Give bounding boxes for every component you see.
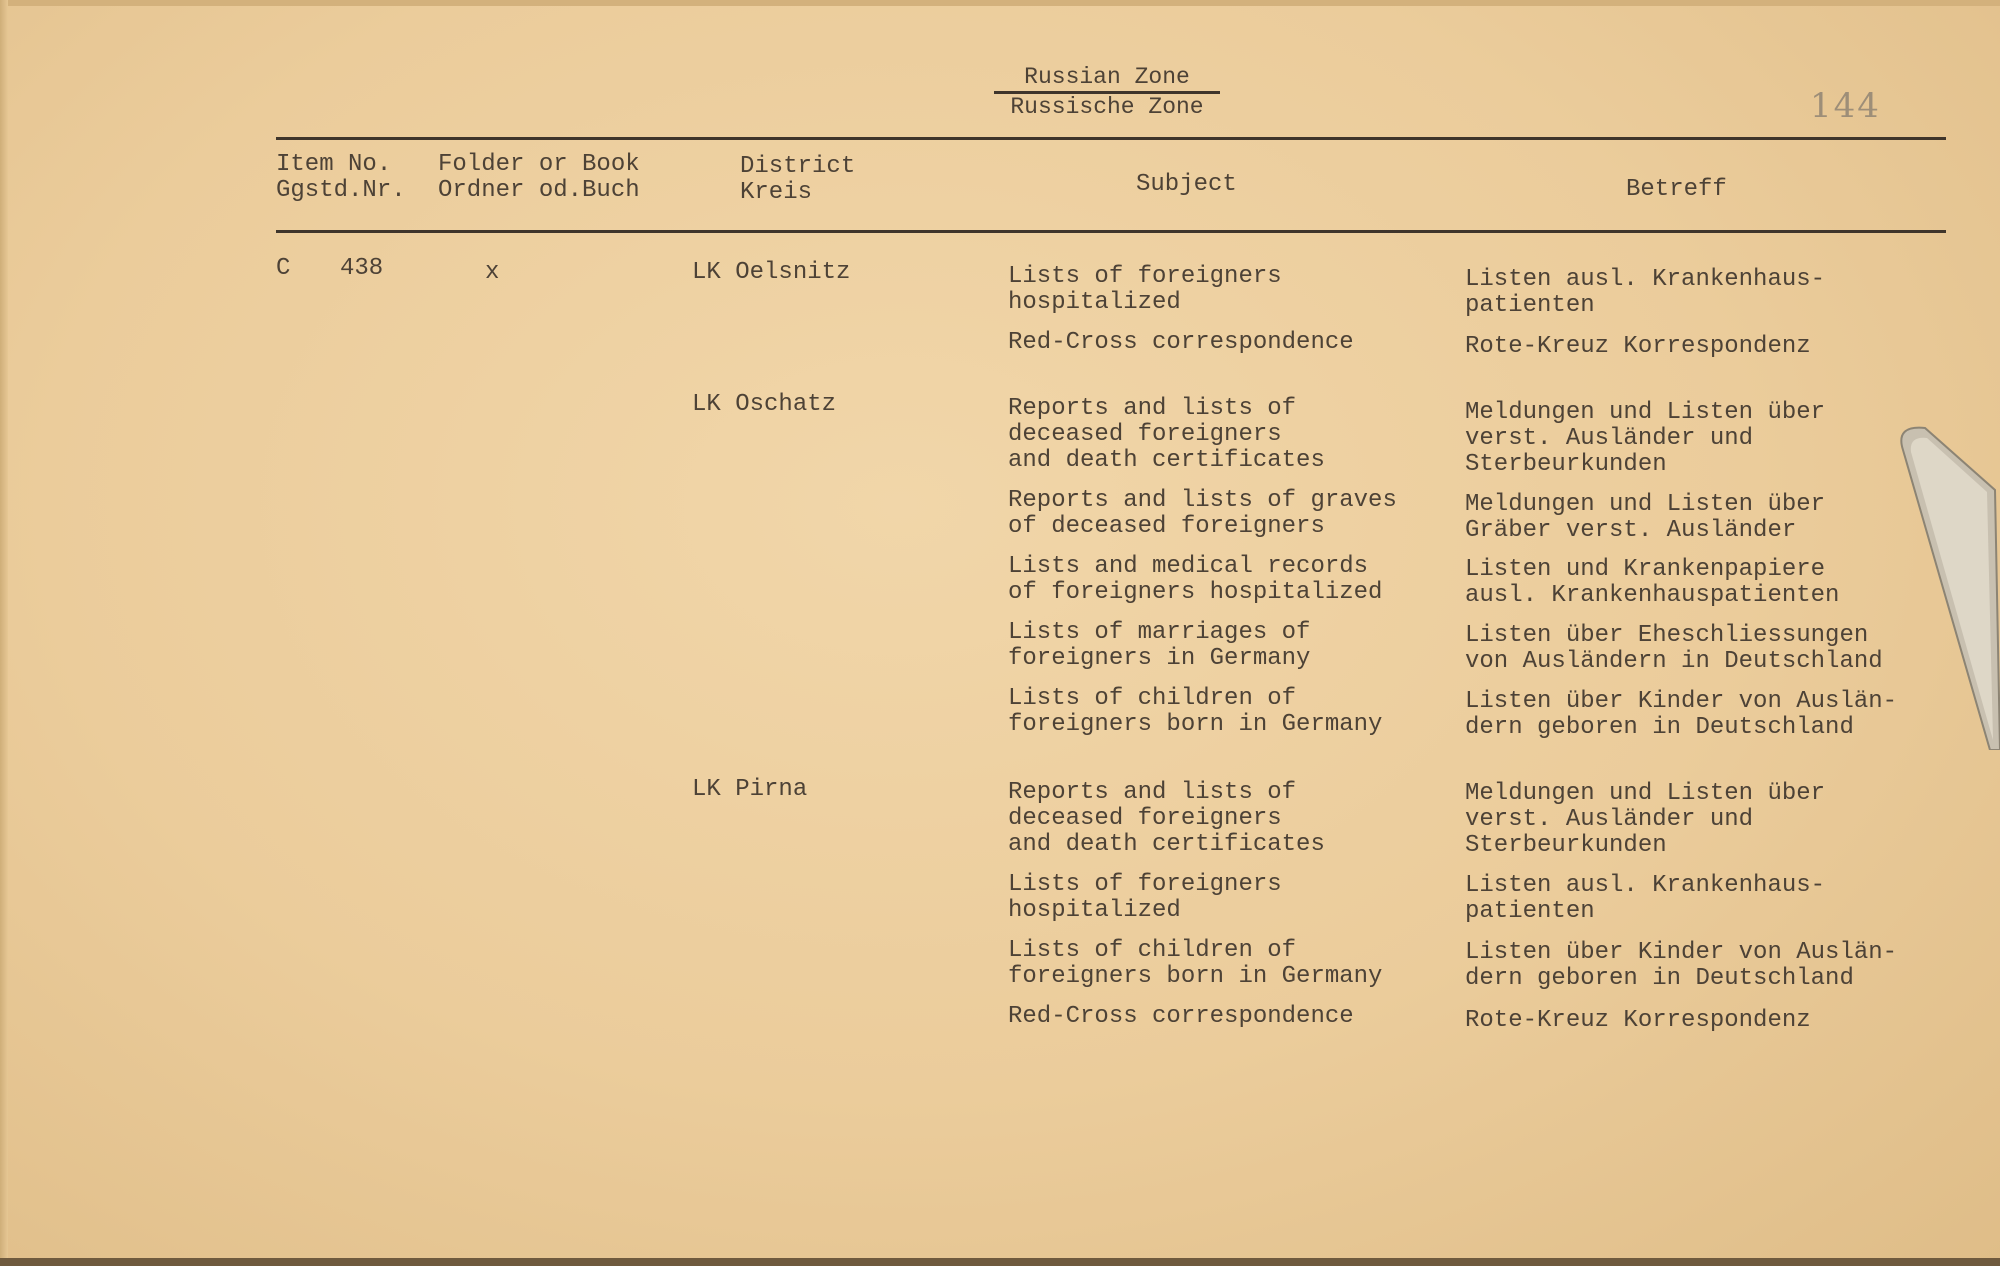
betreff-entry: Meldungen und Listen über verst. Ausländer und Sterbeurkunden (1465, 399, 1826, 478)
subject-entry: Reports and lists of deceased foreigners and death certificates (1008, 779, 1325, 858)
district-pirna: LK Pirna (692, 776, 808, 803)
subject-entry: Reports and lists of graves of deceased foreigners (1008, 487, 1397, 540)
betreff-entry: Meldungen und Listen über verst. Ausländer und Sterbeurkunden (1465, 780, 1826, 859)
betreff-entry: Meldungen und Listen über Gräber verst. Ausländer (1465, 491, 1826, 544)
subject-entry: Reports and lists of deceased foreigners and death certificates (1008, 395, 1325, 474)
item-prefix: C (276, 255, 291, 282)
betreff-entry: Listen über Eheschliessungen von Ausländern in Deutschland (1465, 622, 1883, 675)
page-edge-top (0, 0, 2000, 6)
header-rule-bottom (276, 230, 1946, 233)
subject-entry: Red-Cross correspondence (1008, 329, 1354, 356)
subject-entry: Lists of foreigners hospitalized (1008, 871, 1282, 924)
folder-mark: x (485, 259, 500, 286)
header-rule-top (276, 137, 1946, 140)
item-number: 438 (340, 255, 384, 282)
district-oelsnitz: LK Oelsnitz (692, 259, 851, 286)
subject-entry: Lists of foreigners hospitalized (1008, 263, 1282, 316)
zone-title-german: Russische Zone (1010, 94, 1204, 120)
betreff-entry: Rote-Kreuz Korrespondenz (1465, 1007, 1811, 1034)
subject-entry: Lists of marriages of foreigners in Germany (1008, 619, 1311, 672)
header-item-no: Item No. Ggstd.Nr. (276, 151, 406, 204)
header-district: District Kreis (740, 153, 856, 206)
metal-clip (1895, 420, 2000, 750)
page-edge-left (0, 0, 8, 1266)
header-betreff: Betreff (1626, 176, 1727, 203)
subject-entry: Lists of children of foreigners born in Germany (1008, 685, 1383, 738)
subject-entry: Lists of children of foreigners born in Germany (1008, 937, 1383, 990)
betreff-entry: Rote-Kreuz Korrespondenz (1465, 333, 1811, 360)
betreff-entry: Listen ausl. Krankenhaus- patienten (1465, 266, 1826, 319)
subject-entry: Lists and medical records of foreigners hospitalized (1008, 553, 1383, 606)
subject-entry: Red-Cross correspondence (1008, 1003, 1354, 1030)
page-number: 144 (1810, 86, 1881, 126)
header-folder-or-book: Folder or Book Ordner od.Buch (438, 151, 640, 204)
betreff-entry: Listen und Krankenpapiere ausl. Krankenhauspatienten (1465, 556, 1840, 609)
zone-title-english: Russian Zone (994, 64, 1220, 94)
betreff-entry: Listen über Kinder von Auslän- dern geboren in Deutschland (1465, 688, 1898, 741)
betreff-entry: Listen ausl. Krankenhaus- patienten (1465, 872, 1826, 925)
zone-title (994, 64, 1220, 120)
page-edge-bottom (0, 1258, 2000, 1266)
header-subject: Subject (1136, 171, 1237, 198)
district-oschatz: LK Oschatz (692, 391, 837, 418)
betreff-entry: Listen über Kinder von Auslän- dern geboren in Deutschland (1465, 939, 1898, 992)
